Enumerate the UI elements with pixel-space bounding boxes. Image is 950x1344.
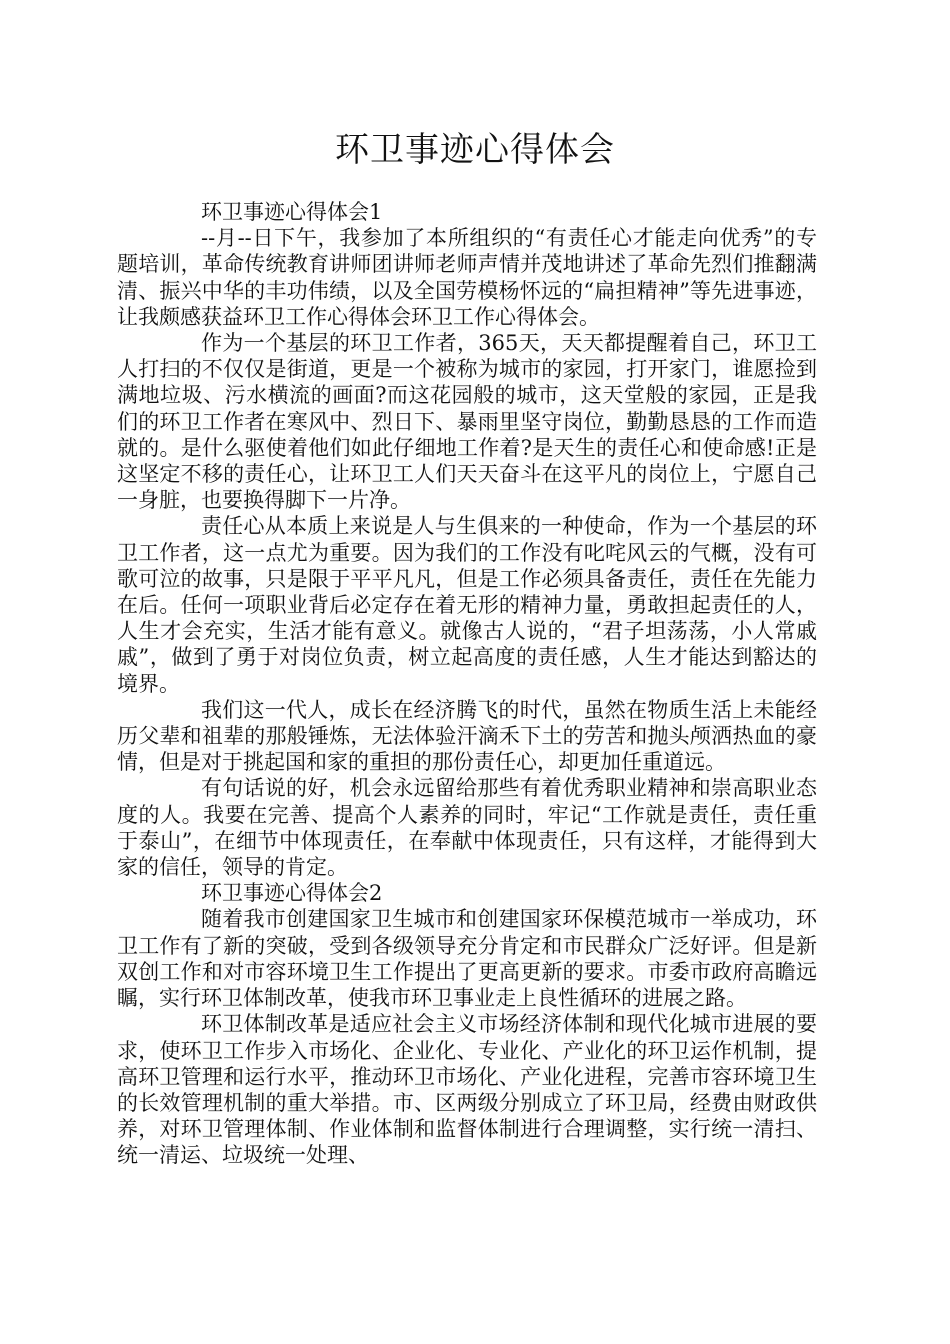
paragraph: 责任心从本质上来说是人与生俱来的一种使命，作为一个基层的环卫工作者，这一点尤为重要。因为我们的工作没有叱咤风云的气概，没有可歌可泣的故事，只是限于平平凡凡，但是工作必须具备责任，责任在先能力在后。任何一项职业背后必定存在着无形的精神力量，勇敢担起责任的人，人生才会充实，生活才能有意义。就像古人说的，“君子坦荡荡，小人常戚戚”，做到了勇于对岗位负责，树立起高度的责任感，人生才能达到豁达的境界。 (117, 514, 817, 696)
paragraph: 我们这一代人，成长在经济腾飞的时代，虽然在物质生活上未能经历父辈和祖辈的那般锤炼，无法体验汗滴禾下土的劳苦和抛头颅洒热血的豪情，但是对于挑起国和家的重担的那份责任心，却更加任重道远。 (117, 697, 817, 775)
document-title: 环卫事迹心得体会 (335, 130, 615, 170)
document-body (117, 199, 817, 1169)
paragraph: 环卫体制改革是适应社会主义市场经济体制和现代化城市进展的要求，使环卫工作步入市场化、企业化、专业化、产业化的环卫运作机制，提高环卫管理和运行水平，推动环卫市场化、产业化进程，完善市容环境卫生的长效管理机制的重大举措。市、区两级分别成立了环卫局，经费由财政供养，对环卫管理体制、作业体制和监督体制进行合理调整，实行统一清扫、统一清运、垃圾统一处理、 (117, 1012, 817, 1168)
paragraph: 有句话说的好，机会永远留给那些有着优秀职业精神和崇高职业态度的人。我要在完善、提高个人素养的同时，牢记“工作就是责任，责任重于泰山”，在细节中体现责任，在奉献中体现责任，只有这样，才能得到大家的信任，领导的肯定。 (117, 776, 817, 880)
section-heading: 环卫事迹心得体会1 (201, 200, 383, 224)
paragraph: 作为一个基层的环卫工作者，365天，天天都提醒着自己，环卫工人打扫的不仅仅是街道，更是一个被称为城市的家园，打开家门，谁愿捡到满地垃圾、污水横流的画面?而这花园般的城市，这天堂般的家园，正是我们的环卫工作者在寒风中、烈日下、暴雨里坚守岗位，勤勤恳恳的工作而造就的。是什么驱使着他们如此仔细地工作着?是天生的责任心和使命感!正是这坚定不移的责任心，让环卫工人们天天奋斗在这平凡的岗位上，宁愿自己一身脏，也要换得脚下一片净。 (117, 331, 817, 513)
section-heading: 环卫事迹心得体会2 (201, 881, 383, 906)
paragraph: 随着我市创建国家卫生城市和创建国家环保模范城市一举成功，环卫工作有了新的突破，受到各级领导充分肯定和市民群众广泛好评。但是新双创工作和对市容环境卫生工作提出了更高更新的要求。市委市政府高瞻远瞩，实行环卫体制改革，使我市环卫事业走上良性循环的进展之路。 (117, 907, 817, 1011)
paragraph: --月--日下午，我参加了本所组织的“有责任心才能走向优秀”的专题培训，革命传统教育讲师团讲师老师声情并茂地讲述了革命先烈们推翻满清、振兴中华的丰功伟绩，以及全国劳模杨怀远的“扁担精神”等先进事迹，让我颇感获益环卫工作心得体会环卫工作心得体会。 (117, 226, 817, 329)
